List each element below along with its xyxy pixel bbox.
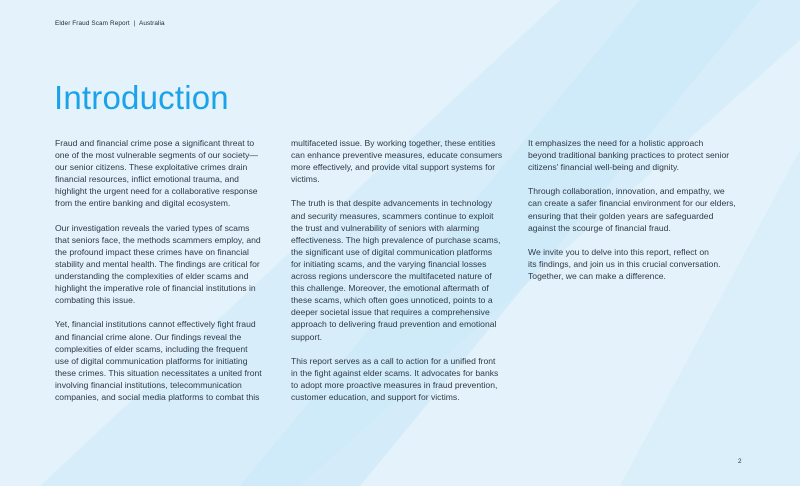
text-column-3 [528,137,763,294]
text-column-2 [291,137,519,415]
header-separator: | [133,20,136,27]
running-header [55,20,165,27]
header-region: Australia [138,20,165,27]
page-title: Introduction [54,79,229,116]
page-number: 2 [738,458,742,465]
paragraph: We invite you to delve into this report, reflect on its findings, and join us in this crucial conversation. Together, we can make a difference. [528,246,721,282]
paragraph: Our investigation reveals the varied types of scams that seniors face, the methods scammers employ, and the profound impact these crimes have on financial stability and mental health. The findings are critical for understanding the complexities of elder scams and highlight the imperative role of financial institutions in combating this issue. [55,222,261,306]
paragraph: multifaceted issue. By working together, these entities can enhance preventive measures, educate consumers more effectively, and provide vital support systems for victims. [291,138,503,185]
paragraph: The truth is that despite advancements in technology and security measures, scammers continue to exploit the trust and vulnerability of seniors with alarming effectiveness. The high prevalence of purchase scams, the significant use of digital communication platforms for initiating scams, and the varying financial losses across regions underscore the multifaceted nature of this challenge. Moreover, the emotional aftermath of these scams, which often goes unnoticed, points to a deeper societal issue that requires a comprehensive approach to delivering fraud prevention and emotional support. [291,198,501,342]
paragraph: Through collaboration, innovation, and empathy, we can create a safer financial environment for our elders, ensuring that their golden years are safeguarded against the scourge of financial fraud. [528,186,736,233]
paragraph: Yet, financial institutions cannot effectively fight fraud and financial crime alone. Our findings reveal the complexities of elder scams, including the frequent use of digital communication platforms for initiating these crimes. This situation necessitates a united front involving financial institutions, telecommunication companies, and social media platforms to combat this [55,319,262,402]
paragraph: This report serves as a call to action for a unified front in the fight against elder scams. It advocates for banks to adopt more proactive measures in fraud prevention, customer education, and support for victims. [291,355,499,402]
header-report-title: Elder Fraud Scam Report [55,20,130,27]
paragraph: It emphasizes the need for a holistic approach beyond traditional banking practices to protect senior citizens' financial well-being and dignity. [528,138,730,173]
paragraph: Fraud and financial crime pose a significant threat to one of the most vulnerable segments of our society— our senior citizens. These exploitative crimes drain financial resources, inflict emotional trauma, and highlight the urgent need for a collaborative response from the entire banking and digital ecosystem. [55,138,259,209]
text-column-1 [55,137,280,415]
